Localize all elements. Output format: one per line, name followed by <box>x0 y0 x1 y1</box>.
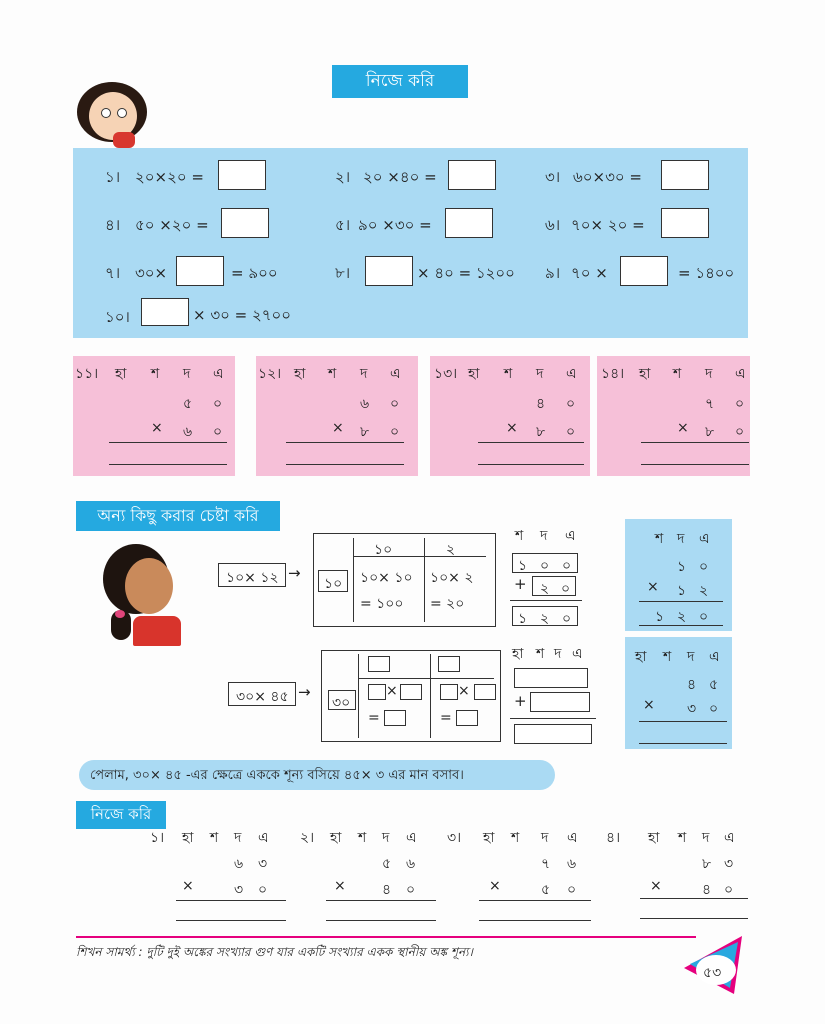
problem-number: ৩। <box>447 830 462 846</box>
diagram2-col2-box[interactable] <box>438 656 460 672</box>
arrow-right-icon: → <box>288 564 301 582</box>
problem-8-result: × ৪০ = ১২০০ <box>417 264 515 282</box>
digit: ৫ <box>183 396 193 412</box>
problem-14-number: ১৪। <box>601 366 625 382</box>
header-sho: শ <box>678 830 687 846</box>
header: শ <box>655 531 664 547</box>
digit: ১ <box>518 611 528 627</box>
problem-2-expr: ২০ ×৪০ = <box>363 168 437 186</box>
digit: ০ <box>406 882 416 898</box>
header-ha: হা <box>468 366 480 382</box>
digit: ৪ <box>382 882 392 898</box>
sum2-row2-box[interactable] <box>530 692 590 712</box>
header-sho: শ <box>151 366 160 382</box>
header-do: দ <box>541 830 549 846</box>
bottom-problem-4 <box>606 822 752 922</box>
header-ha: হা <box>294 366 306 382</box>
digit: ৭ <box>541 856 551 872</box>
bottom-problem-1 <box>150 822 290 922</box>
header: দ <box>677 531 685 547</box>
answer-box-1[interactable] <box>218 160 266 190</box>
plus-sign: + <box>514 692 527 710</box>
diagram1-col1: ১০ <box>374 542 393 558</box>
section-header-try-something: অন্য কিছু করার চেষ্টা করি <box>76 501 280 531</box>
note-text: পেলাম, ৩০× ৪৫ -এর ক্ষেত্রে এককে শূন্য বসিয়ে ৪৫× ৩ এর মান বসাব। <box>90 768 464 783</box>
diagram1-row-label: ১০ <box>324 576 343 592</box>
problem-9-number: ৯। <box>545 264 561 282</box>
header-e: এ <box>566 366 577 382</box>
digit: ২ <box>677 609 687 625</box>
header-e: এ <box>258 830 269 846</box>
problem-6-number: ৬। <box>545 216 561 234</box>
problem-8-number: ৮। <box>335 264 351 282</box>
problem-11-number: ১১। <box>75 366 99 382</box>
answer-box-8[interactable] <box>365 256 413 286</box>
digit: ৫ <box>382 856 392 872</box>
header-sho: শ <box>328 366 337 382</box>
pink-problem-14 <box>597 356 750 476</box>
problem-1-number: ১। <box>105 168 121 186</box>
digit: ৫ <box>709 677 719 693</box>
digit: ০ <box>390 396 400 412</box>
times-sign: × <box>643 697 655 713</box>
pink-problem-11 <box>73 356 235 476</box>
answer-box-3[interactable] <box>661 160 709 190</box>
digit: ০ <box>213 396 223 412</box>
header-sho: শ <box>358 830 367 846</box>
sum2-header: হা <box>512 646 524 662</box>
problem-7-result: = ৯০০ <box>231 264 278 282</box>
header: শ <box>663 649 672 665</box>
digit: ৭ <box>705 396 715 412</box>
answer-box-5[interactable] <box>445 208 493 238</box>
diagram2-cell2-a[interactable] <box>440 684 458 700</box>
digit: ৫ <box>541 882 551 898</box>
section-header-nije-kori: নিজে করি <box>332 65 468 98</box>
header-e: এ <box>213 366 224 382</box>
answer-box-2[interactable] <box>448 160 496 190</box>
girl-looking-illustration <box>103 540 183 648</box>
times-sign: × <box>489 878 501 894</box>
digit: ১ <box>518 558 528 574</box>
diagram2-col1-box[interactable] <box>368 656 390 672</box>
digit: ৮ <box>705 424 715 440</box>
digit: ৪ <box>687 677 697 693</box>
header-ha: হা <box>115 366 127 382</box>
blue-worked-example-2 <box>625 637 732 749</box>
digit: ০ <box>258 882 268 898</box>
section-header-nije-kori-2: নিজে করি <box>76 801 166 829</box>
problem-6-expr: ৭০× ২০ = <box>571 216 645 234</box>
pink-problem-13 <box>430 356 590 476</box>
problem-2-number: ২। <box>335 168 351 186</box>
problem-9-expr: ৭০ × <box>571 264 608 282</box>
digit: ৮ <box>536 424 546 440</box>
times-sign: × <box>151 420 163 436</box>
header-sho: শ <box>511 830 520 846</box>
answer-box-6[interactable] <box>661 208 709 238</box>
times-sign: × <box>182 878 194 894</box>
digit: ৩ <box>687 701 697 717</box>
header-e: এ <box>735 366 746 382</box>
pink-problem-12 <box>256 356 418 476</box>
digit: ৬ <box>567 856 577 872</box>
sum2-row1-box[interactable] <box>514 668 588 688</box>
diagram1-cell2-bottom: = ২০ <box>430 596 465 612</box>
times-sign: × <box>506 420 518 436</box>
header-e: এ <box>724 830 735 846</box>
arrow-right-icon: → <box>298 683 311 701</box>
problem-10-number: ১০। <box>105 308 130 326</box>
diagram2-label: ৩০× ৪৫ <box>236 689 289 705</box>
sum2-result-box[interactable] <box>514 724 592 744</box>
digit: ৬ <box>183 424 193 440</box>
diagram1-label: ১০× ১২ <box>226 570 279 586</box>
sum1-header: শ <box>515 528 524 544</box>
problem-number: ৪। <box>606 830 621 846</box>
footer-rule <box>76 936 696 938</box>
header-sho: শ <box>504 366 513 382</box>
problem-4-expr: ৫০ ×২০ = <box>135 216 209 234</box>
header-ha: হা <box>639 366 651 382</box>
digit: ০ <box>561 581 571 597</box>
problem-3-number: ৩। <box>545 168 561 186</box>
digit: ৮ <box>360 424 370 440</box>
problem-12-number: ১২। <box>258 366 282 382</box>
diagram2-cell1-b[interactable] <box>400 684 422 700</box>
times-sign: × <box>458 683 470 699</box>
header-do: দ <box>360 366 368 382</box>
problem-13-number: ১৩। <box>434 366 458 382</box>
digit: ৪ <box>536 396 546 412</box>
answer-box-4[interactable] <box>221 208 269 238</box>
header: এ <box>699 531 710 547</box>
digit: ৩ <box>234 882 244 898</box>
blue-worked-example-1 <box>625 519 732 631</box>
digit: ২ <box>540 581 550 597</box>
digit: ০ <box>567 882 577 898</box>
problem-number: ১। <box>150 830 165 846</box>
diagram2-cell2-b[interactable] <box>474 684 496 700</box>
header-e: এ <box>406 830 417 846</box>
digit: ০ <box>735 396 745 412</box>
digit: ২ <box>540 611 550 627</box>
header-do: দ <box>702 830 710 846</box>
girl-thinking-illustration <box>75 80 155 150</box>
times-sign: × <box>386 683 398 699</box>
header-ha: হা <box>182 830 194 846</box>
problem-5-number: ৫। <box>335 216 351 234</box>
times-sign: × <box>334 878 346 894</box>
diagram2-cell1-a[interactable] <box>368 684 386 700</box>
digit: ৩ <box>258 856 268 872</box>
diagram2-cell1-result[interactable] <box>384 710 406 726</box>
digit: ০ <box>562 558 572 574</box>
problem-3-expr: ৬০×৩০ = <box>573 168 642 186</box>
digit: ১ <box>677 559 687 575</box>
problem-1-expr: ২০×২০ = <box>135 168 204 186</box>
diagram1-cell2-top: ১০× ২ <box>430 570 474 586</box>
digit: ০ <box>709 701 719 717</box>
digit: ১ <box>655 609 665 625</box>
header-e: এ <box>567 830 578 846</box>
header-do: দ <box>705 366 713 382</box>
digit: ০ <box>213 424 223 440</box>
bottom-problem-3 <box>447 822 597 922</box>
header-do: দ <box>234 830 242 846</box>
diagram1-col2: ২ <box>446 542 456 558</box>
digit: ৬ <box>406 856 416 872</box>
digit: ৪ <box>702 882 712 898</box>
blue-problem-panel <box>73 148 748 338</box>
header-ha: হা <box>483 830 495 846</box>
header-sho: শ <box>210 830 219 846</box>
sum1-header: এ <box>565 528 576 544</box>
problem-4-number: ৪। <box>105 216 121 234</box>
digit: ০ <box>735 424 745 440</box>
digit: ০ <box>699 609 709 625</box>
problem-7-number: ৭। <box>105 264 121 282</box>
digit: ০ <box>566 396 576 412</box>
bottom-problem-2 <box>300 822 440 922</box>
learning-outcome-text: শিখন সামর্থ্য : দুটি দুই অঙ্কের সংখ্যার গুণ যার একটি সংখ্যার একক স্থানীয় অঙ্ক শূন্য। <box>76 945 473 959</box>
problem-9-result: = ১৪০০ <box>678 264 735 282</box>
answer-box-9[interactable] <box>620 256 668 286</box>
answer-box-10[interactable] <box>141 298 189 326</box>
header-e: এ <box>390 366 401 382</box>
digit: ২ <box>699 583 709 599</box>
header: হা <box>635 649 647 665</box>
plus-sign: + <box>514 575 527 593</box>
times-sign: × <box>677 420 689 436</box>
equals-sign: = <box>440 710 452 726</box>
digit: ৬ <box>360 396 370 412</box>
sum2-header: দ <box>554 646 562 662</box>
sum2-header: শ <box>536 646 545 662</box>
digit: ৩ <box>724 856 734 872</box>
times-sign: × <box>650 878 662 894</box>
digit: ০ <box>566 424 576 440</box>
header: দ <box>687 649 695 665</box>
problem-5-expr: ৯০ ×৩০ = <box>358 216 432 234</box>
diagram2-row-label: ৩০ <box>332 695 351 711</box>
digit: ১ <box>677 583 687 599</box>
answer-box-7[interactable] <box>176 256 224 286</box>
problem-number: ২। <box>300 830 315 846</box>
digit: ৬ <box>234 856 244 872</box>
header-do: দ <box>183 366 191 382</box>
header-ha: হা <box>648 830 660 846</box>
header-sho: শ <box>673 366 682 382</box>
digit: ০ <box>562 611 572 627</box>
digit: ০ <box>724 882 734 898</box>
diagram1-cell1-bottom: = ১০০ <box>360 596 404 612</box>
header-do: দ <box>536 366 544 382</box>
page-number: ৫৩ <box>703 965 722 981</box>
header-ha: হা <box>330 830 342 846</box>
digit: ৮ <box>702 856 712 872</box>
sum1-header: দ <box>540 528 548 544</box>
digit: ০ <box>699 559 709 575</box>
header-do: দ <box>382 830 390 846</box>
diagram1-cell1-top: ১০× ১০ <box>360 570 413 586</box>
times-sign: × <box>332 420 344 436</box>
problem-10-result: × ৩০ = ২৭০০ <box>193 306 291 324</box>
sum2-header: এ <box>572 646 583 662</box>
digit: ০ <box>390 424 400 440</box>
times-sign: × <box>647 579 659 595</box>
diagram2-cell2-result[interactable] <box>456 710 478 726</box>
equals-sign: = <box>368 710 380 726</box>
digit: ০ <box>540 558 550 574</box>
header: এ <box>709 649 720 665</box>
problem-7-expr: ৩০× <box>135 264 168 282</box>
